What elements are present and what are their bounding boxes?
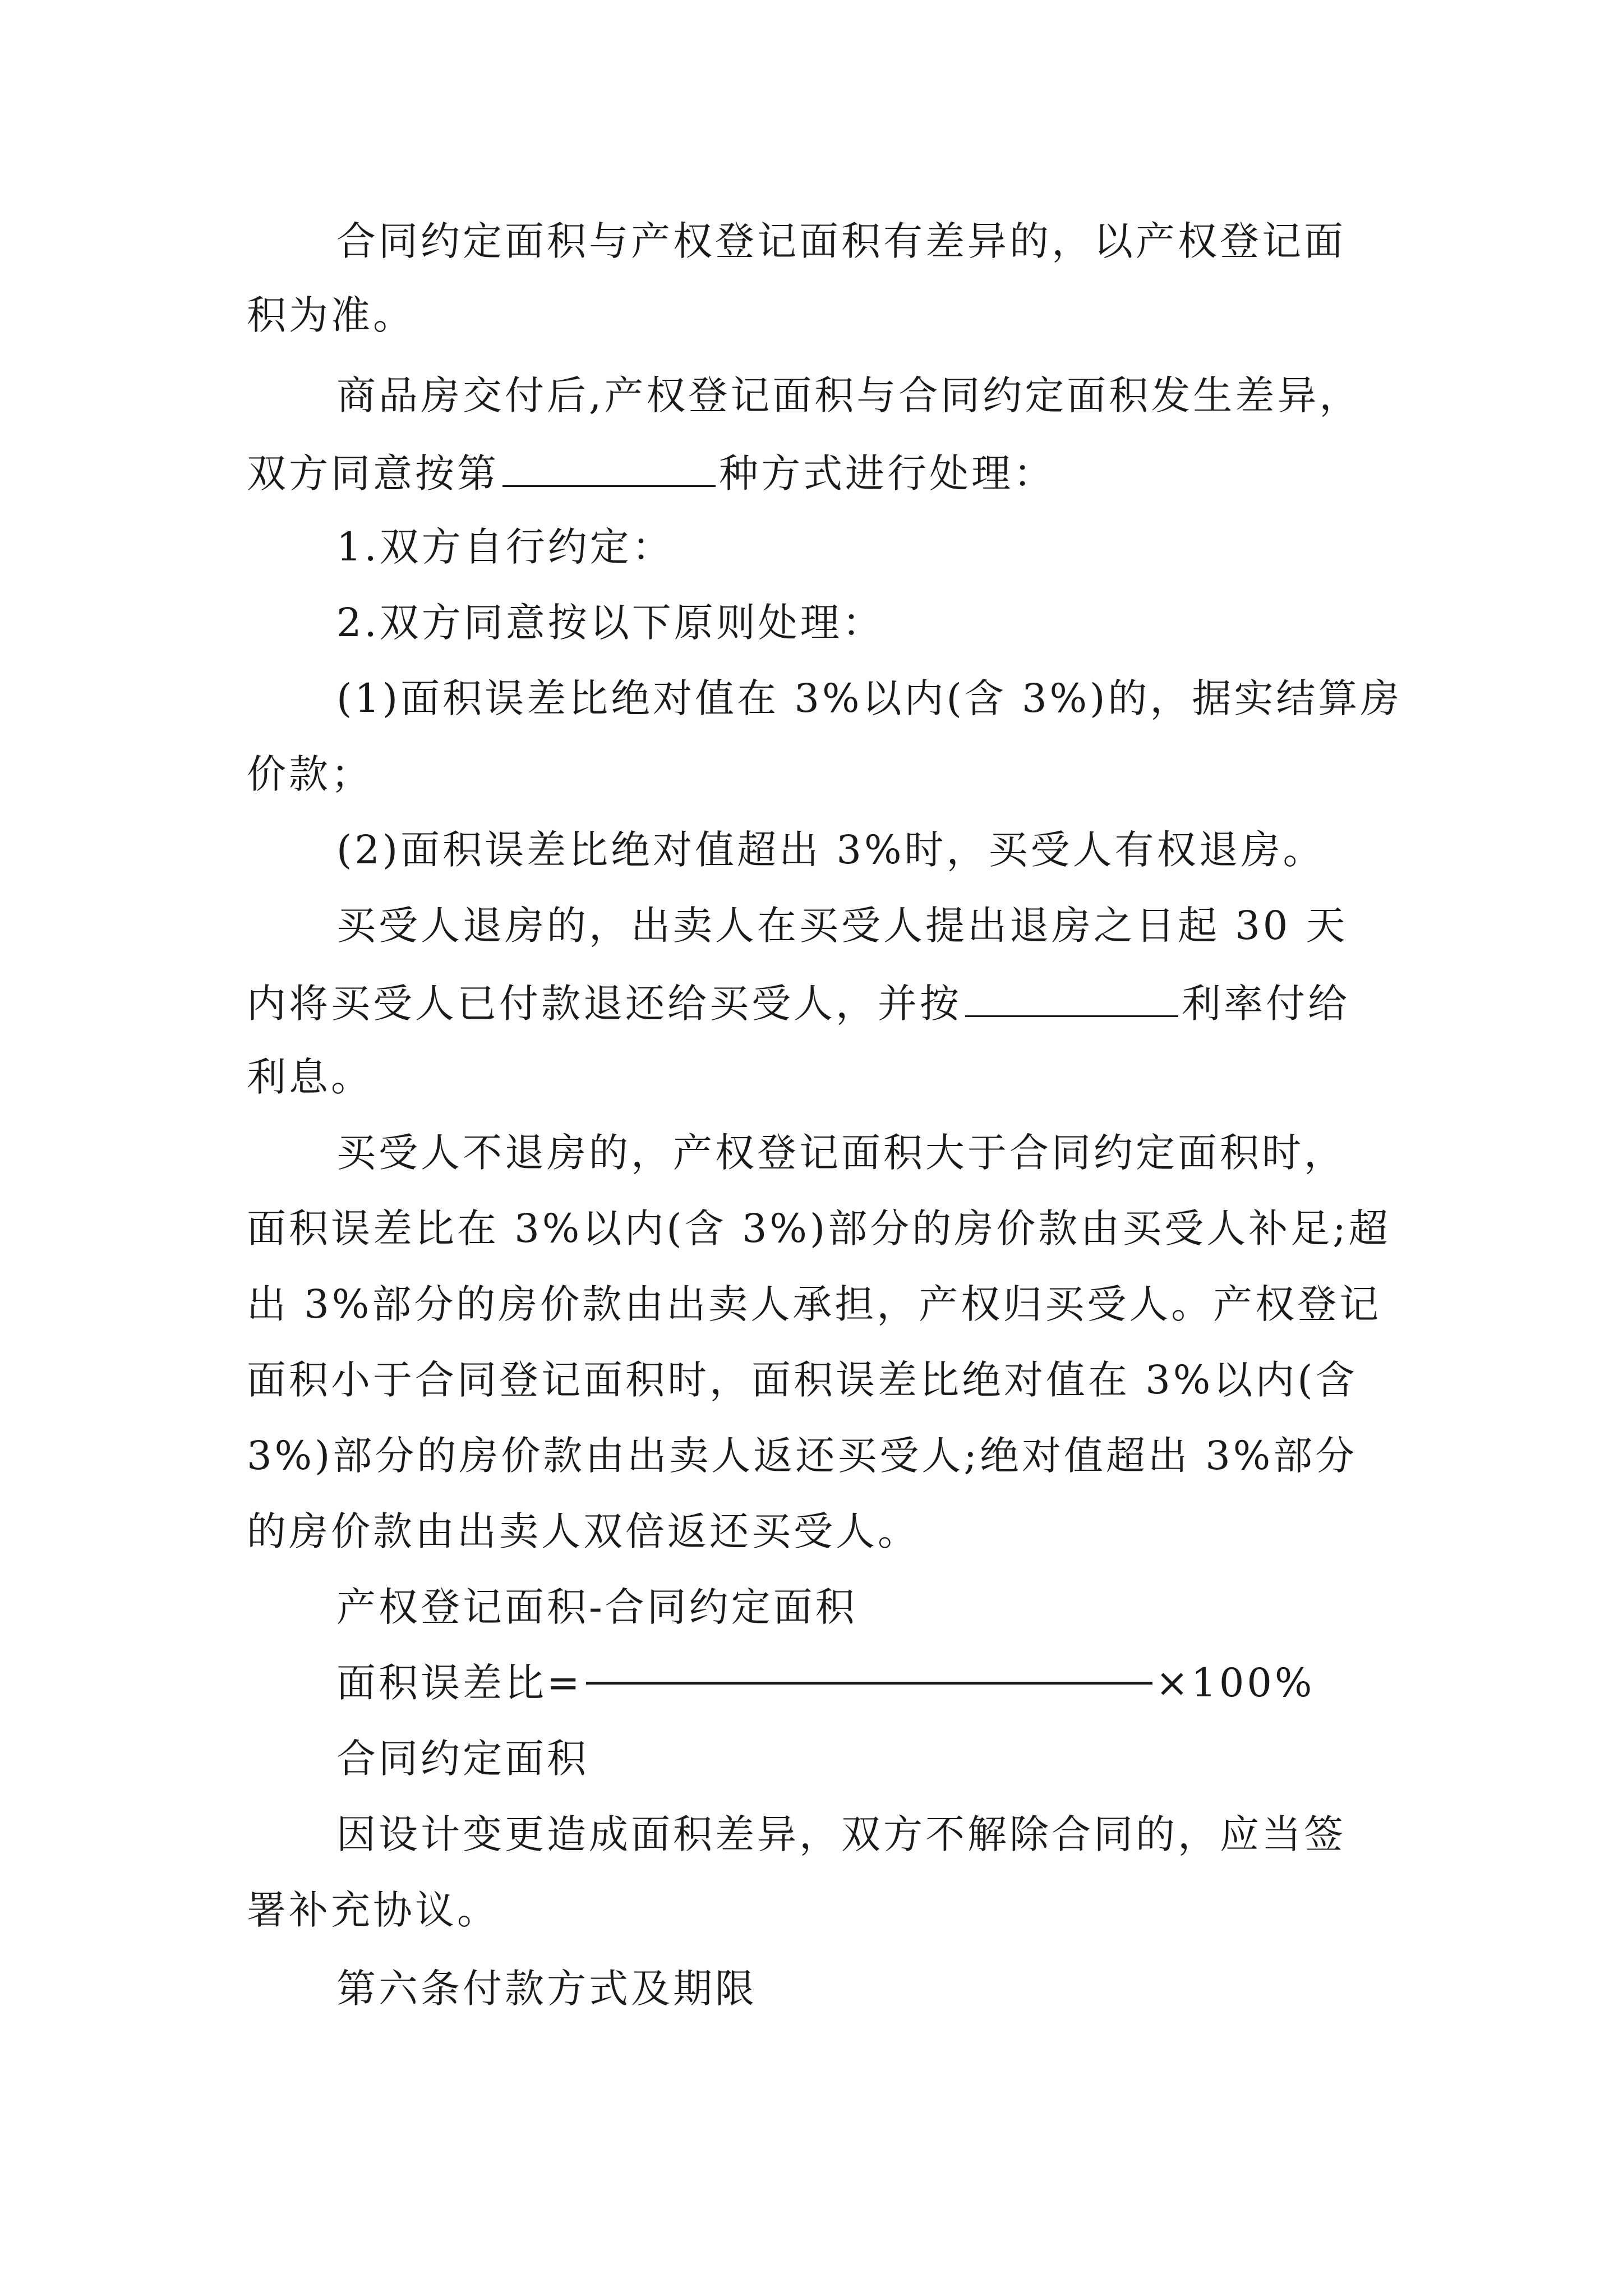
paragraph-line: (1)面积误差比绝对值在 3%以内(含 3%)的，据实结算房 xyxy=(336,675,1403,721)
paragraph-line: 因设计变更造成面积差异，双方不解除合同的，应当签 xyxy=(336,1811,1346,1857)
section-heading: 第六条付款方式及期限 xyxy=(336,1966,757,2012)
paragraph-line: 署补充协议。 xyxy=(247,1887,499,1933)
paragraph-line: 面积误差比在 3%以内(含 3%)部分的房价款由买受人补足;超 xyxy=(247,1205,1391,1251)
paragraph-line: 3%)部分的房价款由出卖人返还买受人;绝对值超出 3%部分 xyxy=(247,1433,1358,1479)
formula-label: 面积误差比= xyxy=(336,1660,583,1706)
paragraph-line: 面积小于合同登记面积时，面积误差比绝对值在 3%以内(含 xyxy=(247,1357,1358,1403)
formula-multiplier: ×100% xyxy=(1155,1660,1315,1706)
paragraph-line: 的房价款由出卖人双倍返还买受人。 xyxy=(247,1508,920,1554)
text-segment: 利率付给 xyxy=(1182,981,1350,1027)
fill-in-blank[interactable] xyxy=(502,446,716,487)
paragraph-line: 出 3%部分的房价款由出卖人承担，产权归买受人。产权登记 xyxy=(247,1281,1382,1327)
text-segment: 双方同意按第 xyxy=(247,450,499,496)
paragraph-line xyxy=(247,976,1380,1029)
list-item: 2.双方同意按以下原则处理： xyxy=(336,600,884,646)
paragraph-line: 价款； xyxy=(247,751,373,797)
text-segment: 内将买受人已付款退还给买受人，并按 xyxy=(247,981,962,1027)
paragraph-line: 商品房交付后,产权登记面积与合同约定面积发生差异， xyxy=(336,372,1362,418)
paragraph-line: 利息。 xyxy=(247,1054,373,1100)
formula-numerator: 产权登记面积-合同约定面积 xyxy=(336,1584,857,1630)
paragraph-line: 积为准。 xyxy=(247,292,415,338)
fraction-bar xyxy=(586,1682,1152,1685)
text-segment: 种方式进行处理： xyxy=(719,450,1055,496)
paragraph-line: 买受人退房的，出卖人在买受人提出退房之日起 30 天 xyxy=(336,903,1348,949)
fill-in-blank[interactable] xyxy=(965,976,1178,1017)
formula-denominator: 合同约定面积 xyxy=(336,1736,589,1782)
paragraph-line: 合同约定面积与产权登记面积有差异的，以产权登记面 xyxy=(336,218,1346,264)
list-item: 1.双方自行约定： xyxy=(336,524,674,570)
paragraph-line xyxy=(247,446,1380,499)
paragraph-line: (2)面积误差比绝对值超出 3%时，买受人有权退房。 xyxy=(336,827,1325,873)
formula-line xyxy=(336,1658,1469,1708)
paragraph-line: 买受人不退房的，产权登记面积大于合同约定面积时， xyxy=(336,1130,1346,1176)
